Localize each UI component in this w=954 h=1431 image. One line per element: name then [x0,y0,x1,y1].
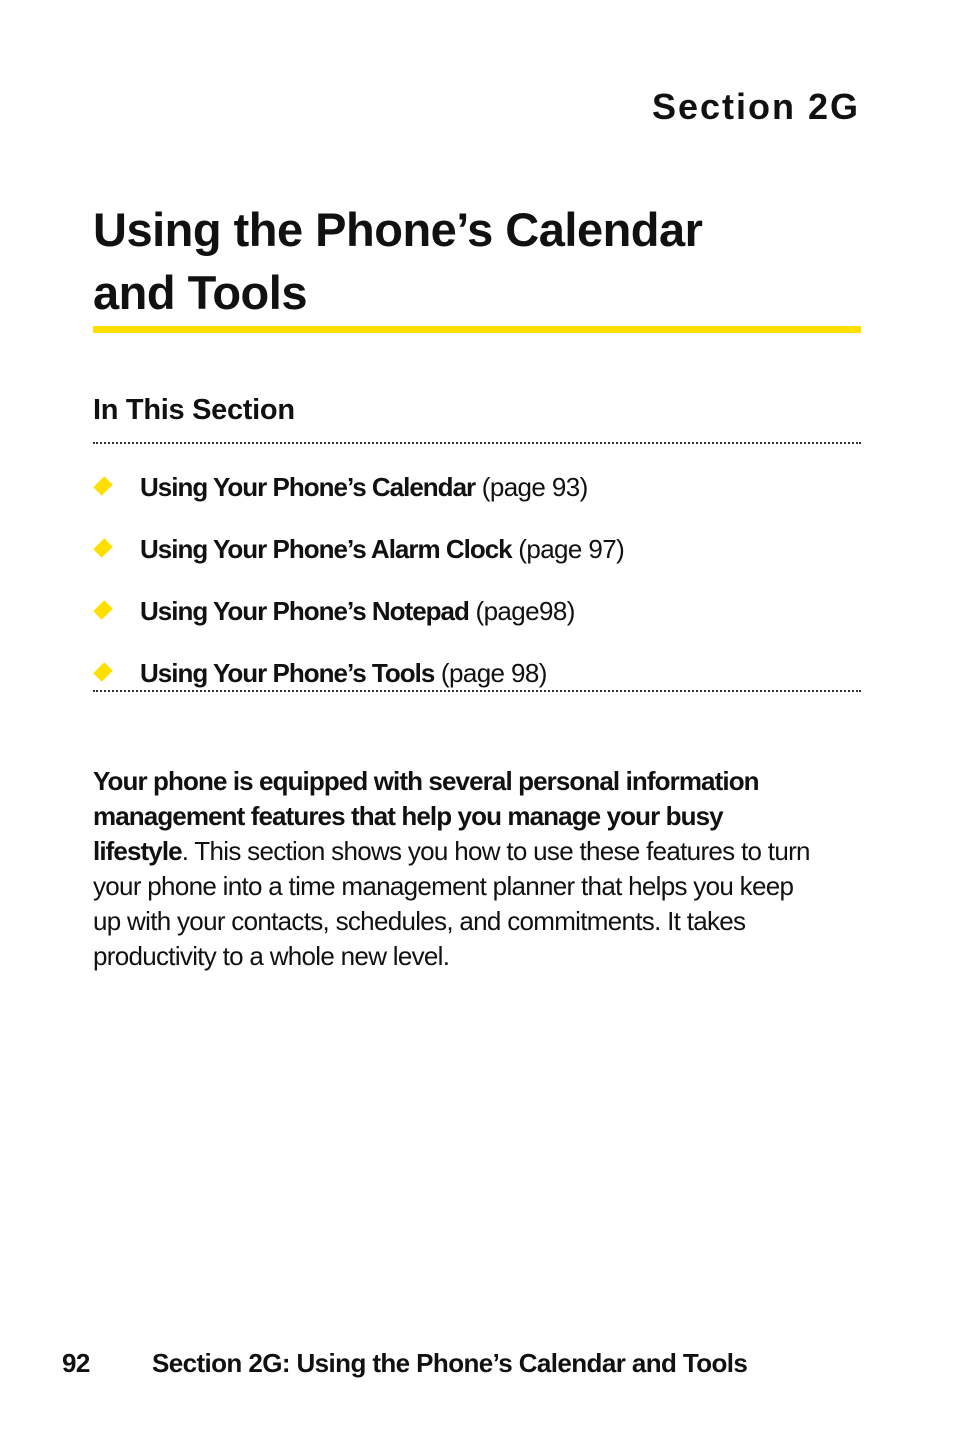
page-number: 92 [62,1348,90,1378]
toc-item-page-ref: (page98) [475,595,575,626]
intro-body-text: . This section shows you how to use these features to turn your phone into a time management planner that helps you keep up with your contacts, schedules, and commitments. It takes productivity to a whole new level. [93,836,810,971]
toc-item-text [140,472,588,503]
toc-item-text [140,534,624,565]
toc-top-dotted-rule [93,442,861,444]
in-this-section-heading: In This Section [93,394,295,426]
diamond-bullet-icon [93,600,113,620]
toc-item-alarm-clock[interactable] [93,518,861,580]
diamond-bullet-icon [93,476,113,496]
section-label: Section 2G [651,86,860,127]
chapter-title-line-1: Using the Phone’s Calendar [93,203,703,256]
toc-bottom-dotted-rule [93,690,861,692]
toc-item-text [140,658,547,689]
intro-paragraph [93,764,813,974]
toc-item-page-ref: (page 93) [481,471,588,502]
diamond-bullet-icon [93,662,113,682]
intro-bold-lead: Your phone is equipped with several personal information management features that help you manage your busy lifestyle [93,766,759,866]
diamond-bullet-icon [93,538,113,558]
toc-item-label: Using Your Phone’s Alarm Clock [140,533,512,564]
toc-item-page-ref: (page 97) [518,533,625,564]
toc-item-tools[interactable] [93,642,861,704]
title-underline-rule [93,326,861,333]
toc-item-text [140,596,575,627]
toc-item-label: Using Your Phone’s Calendar [140,471,476,502]
page-footer [62,1348,747,1379]
chapter-title [93,198,861,324]
running-title: Section 2G: Using the Phone’s Calendar and Tools [152,1348,748,1378]
toc-item-page-ref: (page 98) [440,657,547,688]
toc-item-label: Using Your Phone’s Tools [140,657,435,688]
in-this-section-list [93,456,861,704]
toc-item-calendar[interactable] [93,456,861,518]
chapter-title-line-2: and Tools [93,266,307,319]
toc-item-label: Using Your Phone’s Notepad [140,595,469,626]
toc-item-notepad[interactable] [93,580,861,642]
